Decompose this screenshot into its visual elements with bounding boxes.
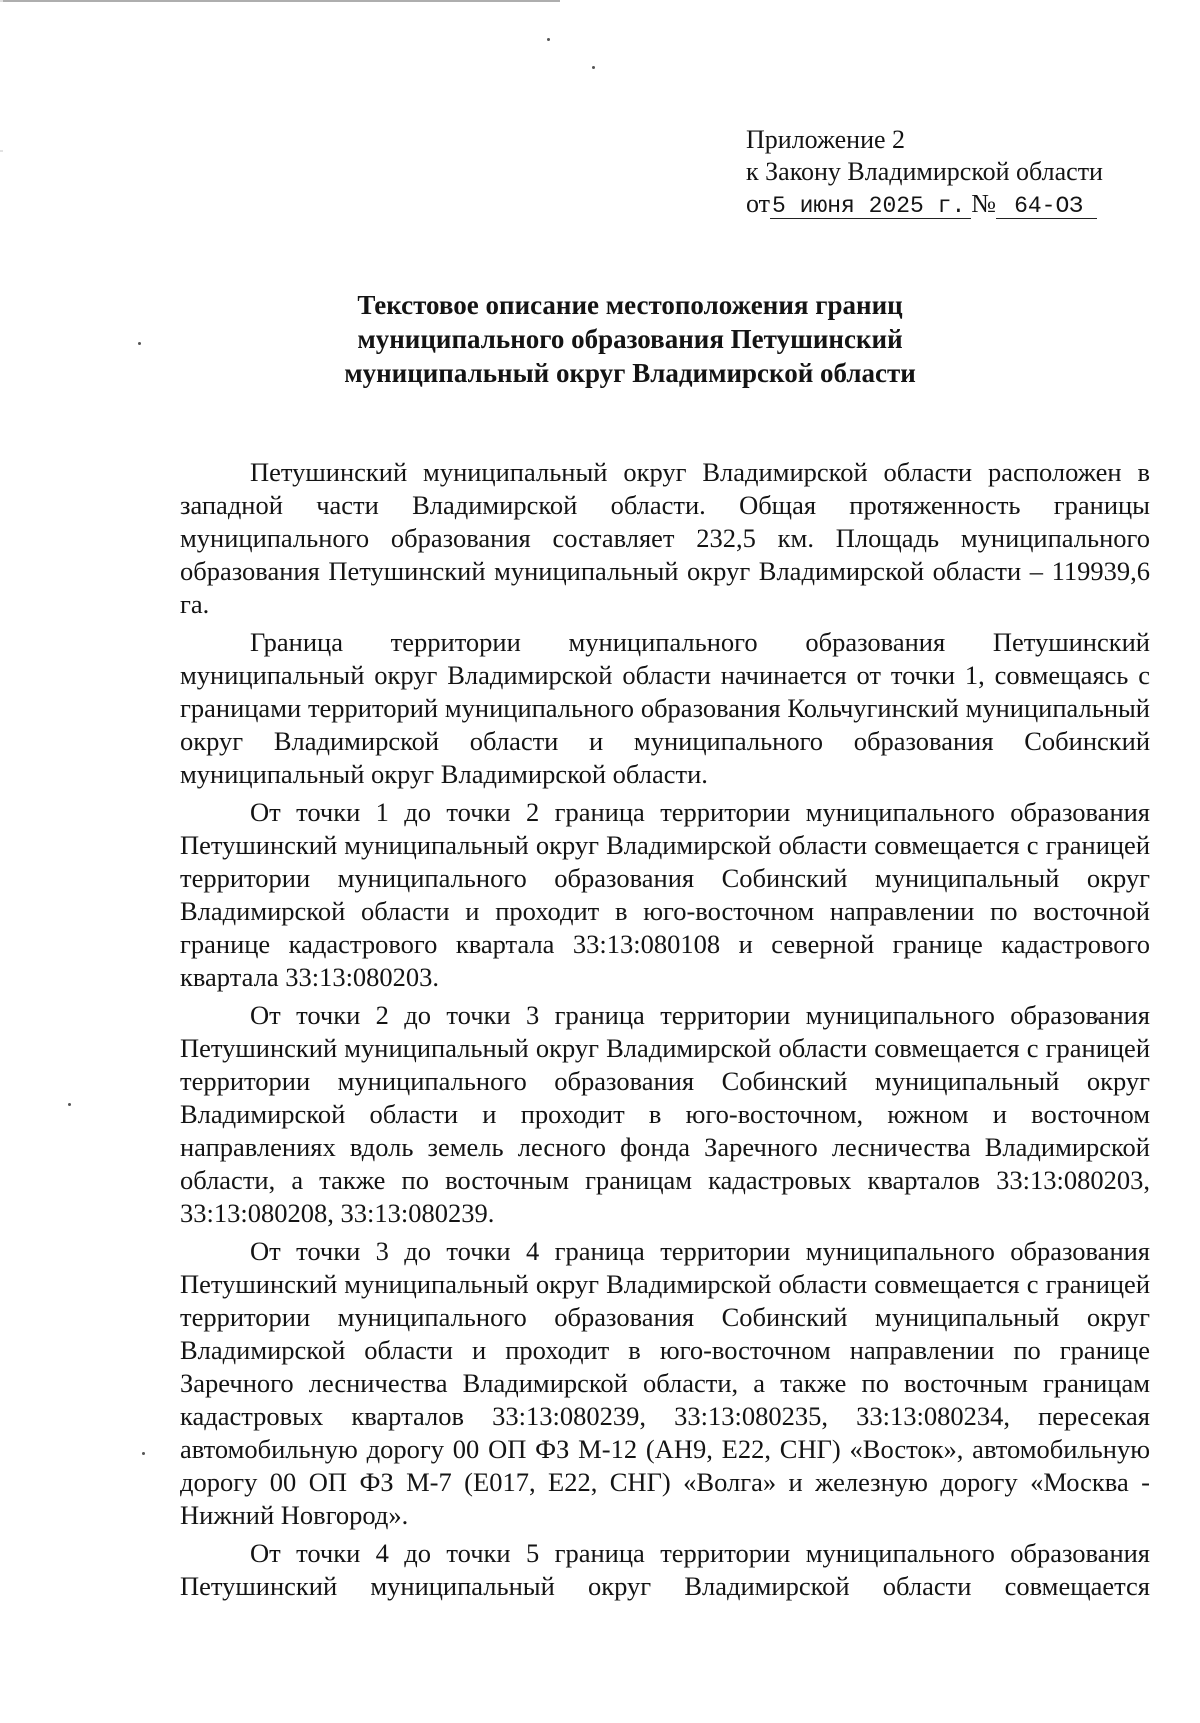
appendix-header: [746, 124, 1146, 220]
scan-speck: [547, 38, 550, 41]
scan-left-edge: [0, 0, 3, 1723]
appendix-date-number: [746, 188, 1146, 220]
law-date: 5 июня 2025 г.: [770, 194, 971, 219]
document-title: [180, 288, 1080, 390]
title-line-3: муниципальный округ Владимирской области: [344, 358, 916, 388]
scan-speck: [142, 1452, 145, 1455]
law-number: 64-ОЗ: [996, 194, 1097, 219]
paragraph-boundary-start: Граница территории муниципального образования Петушинский муниципальный округ Владимирской области начинается от точки 1, совмещаясь с границами территорий муниципального образования Кольчугинский муниципальный округ Владимирской области и муниципального образования Собинский муниципальный округ Владимирской области.: [180, 627, 1150, 789]
number-label: №: [971, 189, 997, 218]
title-line-2: муниципального образования Петушинский: [357, 324, 903, 354]
paragraph-point-3-4: От точки 3 до точки 4 граница территории муниципального образования Петушинский муниципальный округ Владимирской области совмещается с границей территории муниципального образования Собинский муниципальный округ Владимирской области и проходит в юго-восточном направлении по границе Заречного лесничества Владимирской области, а также по восточным границам кадастровых кварталов 33:13:080239, 33:13:080235, 33:13:080234, пересекая автомобильную дорогу 00 ОП ФЗ М-12 (АН9, Е22, СНГ) «Восток», автомобильную дорогу 00 ОП ФЗ М-7 (Е017, Е22, СНГ) «Волга» и железную дорогу «Москва - Нижний Новгород».: [180, 1236, 1150, 1530]
scan-edge-line: [0, 0, 560, 2]
document-body: [180, 456, 1150, 1608]
from-label: от: [746, 189, 771, 218]
paragraph-point-4-5: От точки 4 до точки 5 граница территории муниципального образования Петушинский муниципальный округ Владимирской области совмещается: [180, 1538, 1150, 1601]
scan-speck: [592, 66, 595, 69]
appendix-law-reference: к Закону Владимирской области: [746, 157, 1103, 186]
paragraph-overview: Петушинский муниципальный округ Владимирской области расположен в западной части Владимирской области. Общая протяженность границы муниципального образования составляет 232,5 км. Площадь муниципального образования Петушинский муниципальный округ Владимирской области – 119939,6 га.: [180, 457, 1150, 619]
paragraph-point-2-3: От точки 2 до точки 3 граница территории муниципального образования Петушинский муниципальный округ Владимирской области совмещается с границей территории муниципального образования Собинский муниципальный округ Владимирской области и проходит в юго-восточном, южном и восточном направлениях вдоль земель лесного фонда Заречного лесничества Владимирской области, а также по восточным границам кадастровых кварталов 33:13:080203, 33:13:080208, 33:13:080239.: [180, 1000, 1150, 1228]
scan-speck: [138, 342, 141, 345]
scan-speck: [68, 1103, 71, 1106]
appendix-title: Приложение 2: [746, 125, 906, 154]
title-line-1: Текстовое описание местоположения границ: [357, 290, 903, 320]
paragraph-point-1-2: От точки 1 до точки 2 граница территории муниципального образования Петушинский муниципальный округ Владимирской области совмещается с границей территории муниципального образования Собинский муниципальный округ Владимирской области и проходит в юго-восточном направлении по восточной границе кадастрового квартала 33:13:080108 и северной границе кадастрового квартала 33:13:080203.: [180, 797, 1150, 992]
